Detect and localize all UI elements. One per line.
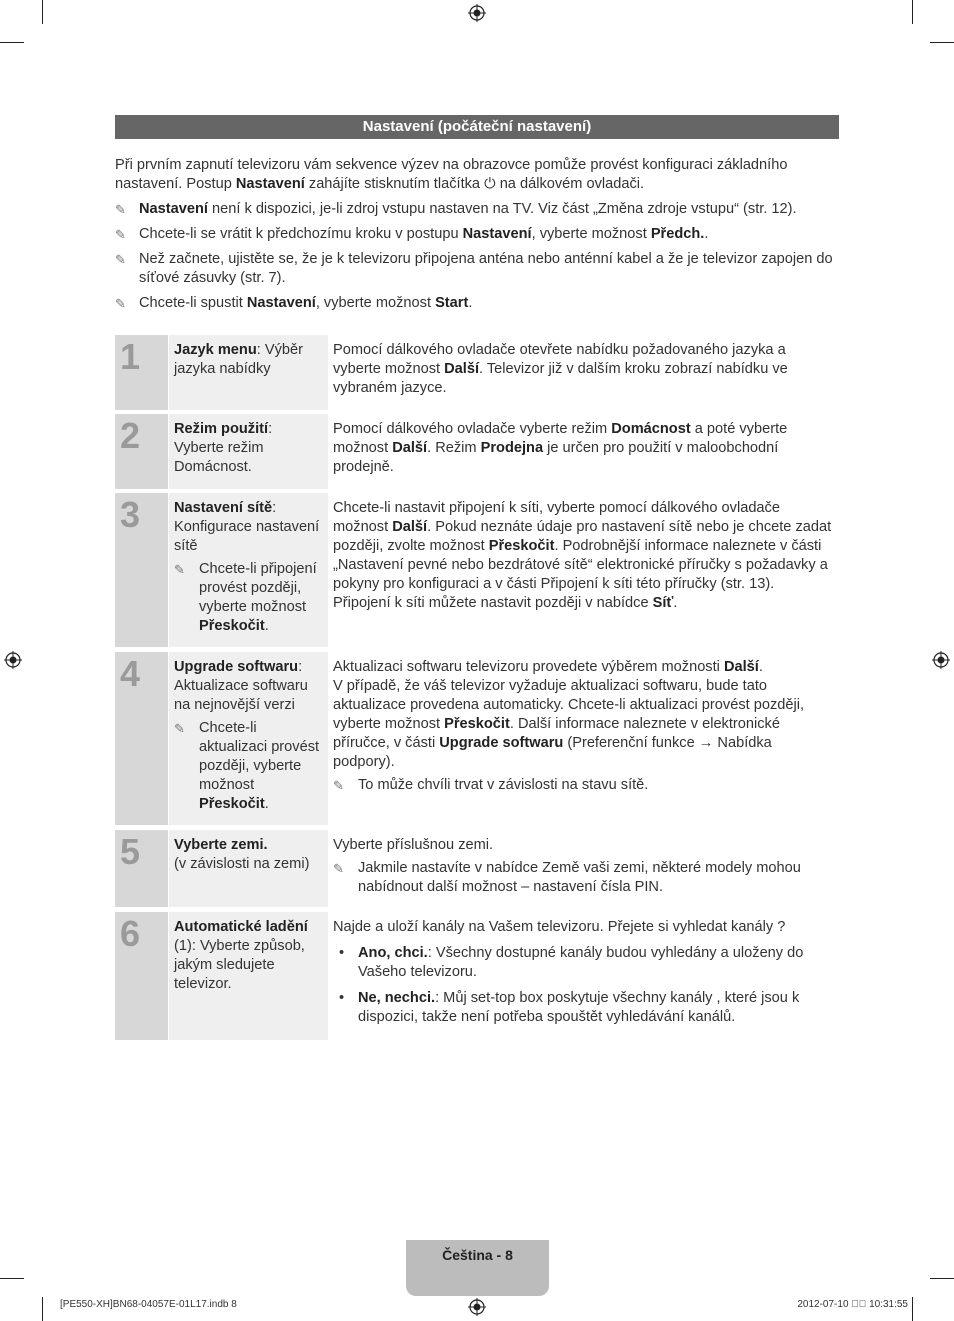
pencil-note-icon: ✎ [333,778,344,793]
step-label: Jazyk menu: Výběr jazyka nabídky [169,335,328,410]
note: ✎ Chcete-li spustit Nastavení, vyberte možnost Start. [115,295,473,311]
step-label: Automatické ladění (1): Vyberte způsob, jakým sledujete televizor. [169,912,328,1040]
step-1 [115,335,839,410]
crop-mark [912,1297,913,1321]
pencil-note-icon: ✎ [115,227,126,242]
intro [115,156,839,313]
step-label: Nastavení sítě: Konfigurace nastavení sítě ✎ Chcete-li připojení provést později, vyberte možnost Přeskočit. [169,493,328,647]
step-description: Chcete-li nastavit připojení k síti, vyberte pomocí dálkového ovladače možnost Další. Pokud neznáte údaje pro nastavení sítě nebo je chcete zadat později, zvolte možnost Přeskočit. Podrobnější informace naleznete v části „Nastavení pevné nebo bezdrátové sítě“ elektronické příručky s požadavky a pokyny pro konfiguraci a v části Připojení k síti této příručky (str. 13). Připojení k síti můžete nastavit později v nabídce Síť. [333,500,832,611]
step-number: 1 [115,335,168,410]
step-description: Pomocí dálkového ovladače otevřete nabídku požadovaného jazyka a vyberte možnost Další. Televizor již v dalším kroku zobrazí nabídku ve vybraném jazyce. [333,342,788,396]
step-2 [115,414,839,489]
note: ✎ To může chvíli trvat v závislosti na stavu sítě. [333,777,649,793]
registration-mark-icon [468,4,486,22]
section-title: Nastavení (počáteční nastavení) [115,115,839,139]
crop-mark [0,1278,24,1279]
pencil-note-icon: ✎ [174,721,185,736]
step-3 [115,493,839,647]
crop-mark [0,42,24,43]
step-number: 4 [115,652,168,825]
step-number: 2 [115,414,168,489]
pencil-note-icon: ✎ [333,861,344,876]
pencil-note-icon: ✎ [115,202,126,217]
page-number: Čeština - 8 [406,1240,549,1296]
step-number: 6 [115,912,168,1040]
step-4 [115,652,839,825]
registration-mark-icon [468,1298,486,1316]
list-item: • Ne, nechci.: Můj set-top box poskytuje všechny kanály , které jsou k dispozici, takže není potřeba spouštět vyhledávání kanálů. [339,990,800,1025]
file-slug: [PE550-XH]BN68-04057E-01L17.indb 8 [60,1299,237,1310]
step-6 [115,912,839,1040]
note: ✎ Jakmile nastavíte v nabídce Země vaši zemi, některé modely mohou nabídnout další možnost – nastavení čísla PIN. [333,860,801,895]
crop-mark [930,1278,954,1279]
step-number: 5 [115,830,168,907]
pencil-note-icon: ✎ [115,296,126,311]
step-description: Pomocí dálkového ovladače vyberte režim Domácnost a poté vyberte možnost Další. Režim Prodejna je určen pro použití v maloobchodní prodejně. [333,421,788,475]
step-description: Najde a uloží kanály na Vašem televizoru. Přejete si vyhledat kanály ? • Ano, chci.: Všechny dostupné kanály budou vyhledány a uloženy do Vašeho televizoru. • Ne, nechci.: Můj set-top box poskytuje všechny kanály , které jsou k dispozici, takže není potřeba spouštět vyhledávání kanálů. [328,912,839,1040]
list-item: • Ano, chci.: Všechny dostupné kanály budou vyhledány a uloženy do Vašeho televizoru. [339,945,804,980]
step-label: Vyberte zemi. (v závislosti na zemi) [169,830,328,907]
pencil-note-icon: ✎ [115,252,126,267]
step-description: Vyberte příslušnou zemi. ✎ Jakmile nastavíte v nabídce Země vaši zemi, některé modely mohou nabídnout další možnost – nastavení čísla PIN. [328,830,839,907]
note: ✎ Chcete-li připojení provést později, vyberte možnost Přeskočit. [174,561,317,634]
registration-mark-icon [4,651,22,669]
crop-mark [42,0,43,24]
note: ✎ Než začnete, ujistěte se, že je k televizoru připojena anténa nebo anténní kabel a že je televizor zapojen do síťové zásuvky (str. 7). [115,251,833,286]
step-number: 3 [115,493,168,647]
print-date: 2012-07-10 ￿￿ 10:31:55 [797,1299,908,1310]
step-label: Upgrade softwaru: Aktualizace softwaru na nejnovější verzi ✎ Chcete-li aktualizaci provést později, vyberte možnost Přeskočit. [169,652,328,825]
registration-mark-icon [932,651,950,669]
note: ✎ Nastavení není k dispozici, je-li zdroj vstupu nastaven na TV. Viz část „Změna zdroje vstupu“ (str. 12). [115,201,797,217]
note: ✎ Chcete-li aktualizaci provést později, vyberte možnost Přeskočit. [174,720,320,812]
pencil-note-icon: ✎ [174,562,185,577]
crop-mark [42,1297,43,1321]
step-label: Režim použití: Vyberte režim Domácnost. [169,414,328,489]
step-description: Aktualizaci softwaru televizoru provedete výběrem možnosti Další. V případě, že váš televizor vyžaduje aktualizaci softwaru, bude tato aktualizace provedena automaticky. Chcete-li aktualizaci provést později, vyberte možnost Přeskočit. Další informace naleznete v elektronické příručce, v části Upgrade softwaru (Preferenční funkce → Nabídka podpory). ✎ To může chvíli trvat v závislosti na stavu sítě. [328,652,839,825]
crop-mark [930,42,954,43]
crop-mark [912,0,913,24]
note: ✎ Chcete-li se vrátit k předchozímu kroku v postupu Nastavení, vyberte možnost Předch.. [115,226,709,242]
step-5 [115,830,839,907]
intro-paragraph: Při prvním zapnutí televizoru vám sekvence výzev na obrazovce pomůže provést konfiguraci základního nastavení. Postup Nastavení zahájíte stisknutím tlačítka ⏻ na dálkovém ovladači. [115,157,788,192]
